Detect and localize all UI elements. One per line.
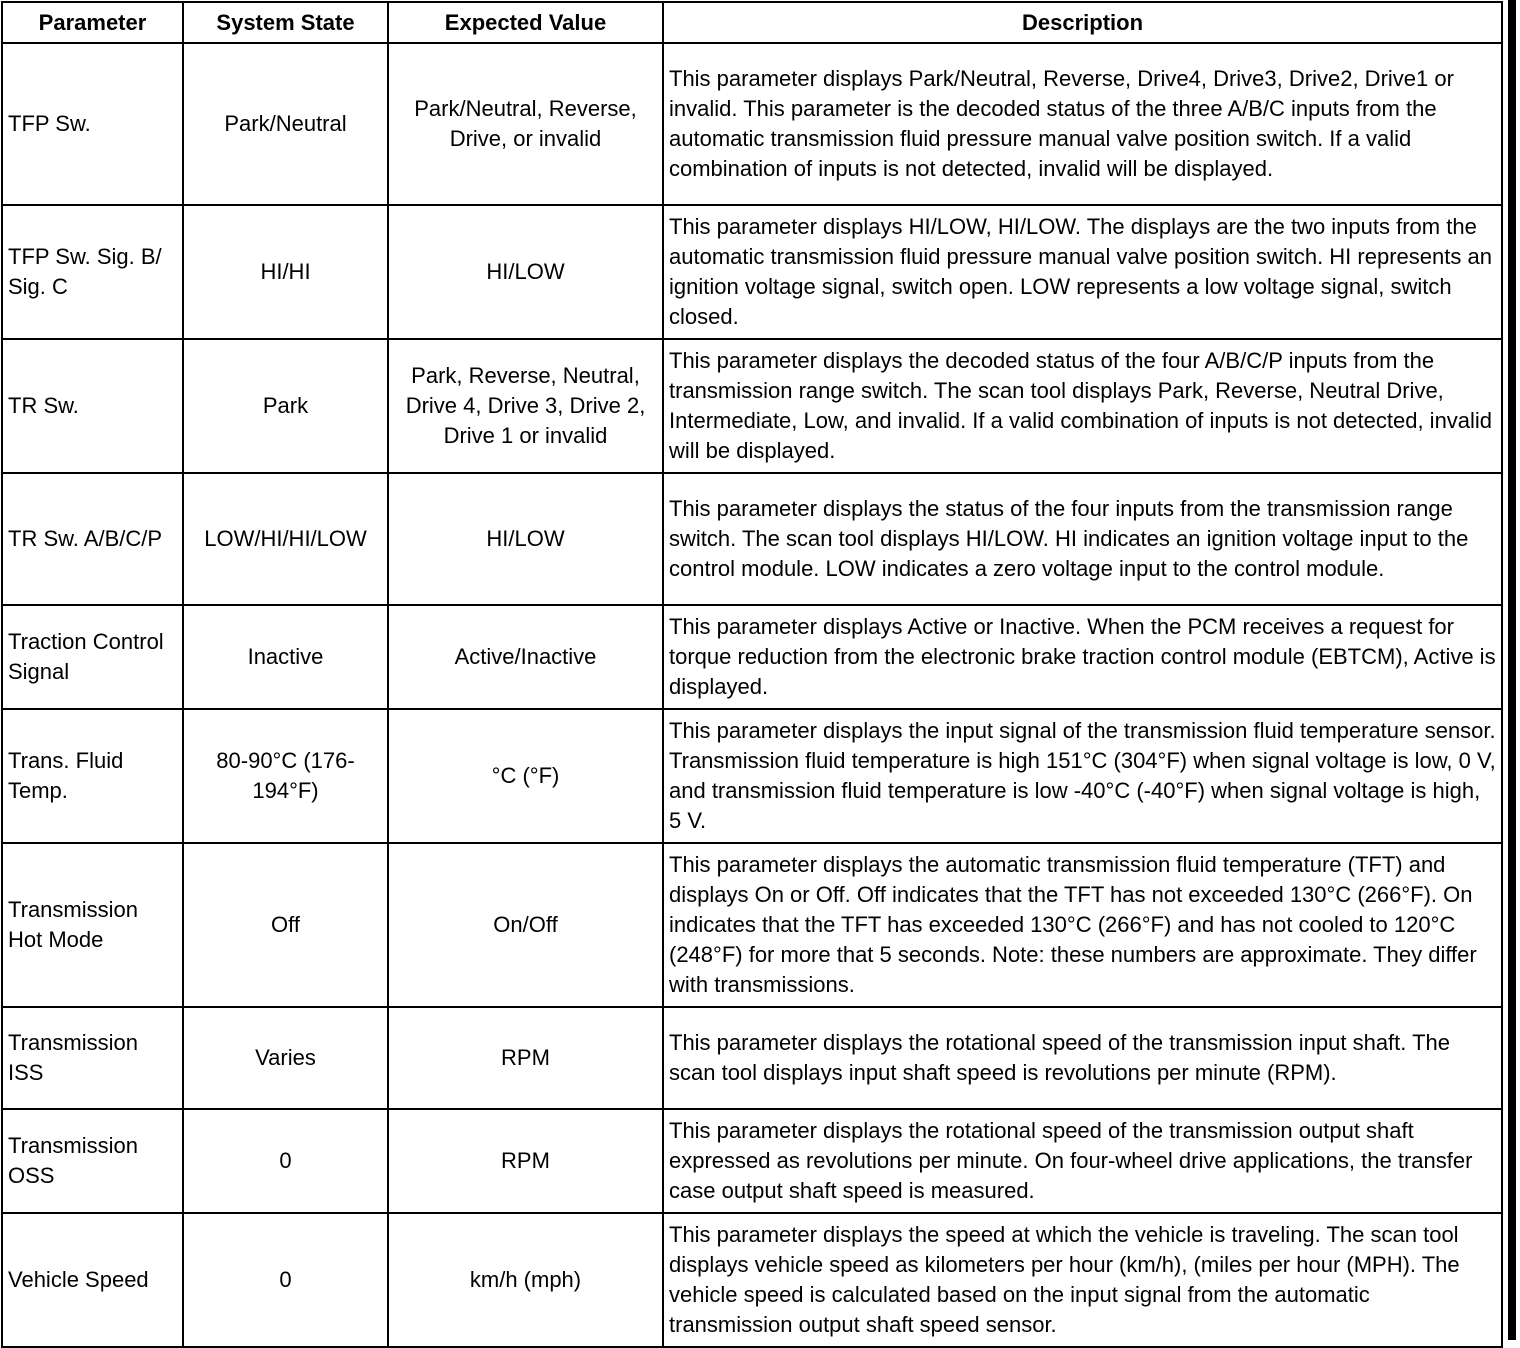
- description-cell: This parameter displays the rotational speed of the transmission output shaft expressed as revolutions per minute. On four-wheel drive applications, the transfer case output shaft speed is measured.: [663, 1109, 1502, 1213]
- parameter-cell: TFP Sw.: [2, 43, 183, 205]
- system-state-cell: 0: [183, 1109, 388, 1213]
- table-row: [2, 1213, 1502, 1347]
- table-row: [2, 205, 1502, 339]
- description-cell: This parameter displays the speed at which the vehicle is traveling. The scan tool displays vehicle speed as kilometers per hour (km/h), (miles per hour (MPH). The vehicle speed is calculated based on the input signal from the automatic transmission output shaft speed sensor.: [663, 1213, 1502, 1347]
- table-row: [2, 1109, 1502, 1213]
- system-state-cell: 0: [183, 1213, 388, 1347]
- description-cell: This parameter displays Park/Neutral, Reverse, Drive4, Drive3, Drive2, Drive1 or invalid. This parameter is the decoded status of the three A/B/C inputs from the automatic transmission fluid pressure manual valve position switch. If a valid combination of inputs is not detected, invalid will be displayed.: [663, 43, 1502, 205]
- system-state-cell: Varies: [183, 1007, 388, 1109]
- description-cell: This parameter displays Active or Inactive. When the PCM receives a request for torque reduction from the electronic brake traction control module (EBTCM), Active is displayed.: [663, 605, 1502, 709]
- table-row: [2, 605, 1502, 709]
- expected-value-cell: °C (°F): [388, 709, 663, 843]
- system-state-cell: 80-90°C (176-194°F): [183, 709, 388, 843]
- system-state-cell: Park/Neutral: [183, 43, 388, 205]
- right-edge-border: [1508, 0, 1516, 1340]
- column-header-description: Description: [663, 2, 1502, 43]
- parameter-cell: Transmission OSS: [2, 1109, 183, 1213]
- parameter-cell: TR Sw. A/B/C/P: [2, 473, 183, 605]
- system-state-cell: LOW/HI/HI/LOW: [183, 473, 388, 605]
- description-cell: This parameter displays the status of the four inputs from the transmission range switch. The scan tool displays HI/LOW. HI indicates an ignition voltage input to the control module. LOW indicates a zero voltage input to the control module.: [663, 473, 1502, 605]
- table-row: [2, 473, 1502, 605]
- parameter-cell: Trans. Fluid Temp.: [2, 709, 183, 843]
- description-cell: This parameter displays the input signal of the transmission fluid temperature sensor. Transmission fluid temperature is high 151°C (304°F) when signal voltage is low, 0 V, and transmission fluid temperature is low -40°C (-40°F) when signal voltage is high, 5 V.: [663, 709, 1502, 843]
- expected-value-cell: Park/Neutral, Reverse, Drive, or invalid: [388, 43, 663, 205]
- parameter-cell: Vehicle Speed: [2, 1213, 183, 1347]
- column-header-system-state: System State: [183, 2, 388, 43]
- expected-value-cell: HI/LOW: [388, 473, 663, 605]
- description-cell: This parameter displays the rotational speed of the transmission input shaft. The scan tool displays input shaft speed is revolutions per minute (RPM).: [663, 1007, 1502, 1109]
- expected-value-cell: On/Off: [388, 843, 663, 1007]
- system-state-cell: Inactive: [183, 605, 388, 709]
- column-header-parameter: Parameter: [2, 2, 183, 43]
- table-row: [2, 843, 1502, 1007]
- parameter-table: [1, 1, 1503, 1348]
- description-cell: This parameter displays the automatic transmission fluid temperature (TFT) and displays On or Off. Off indicates that the TFT has not exceeded 130°C (266°F). On indicates that the TFT has exceeded 130°C (266°F) and has not cooled to 120°C (248°F) for more that 5 seconds. Note: these numbers are approximate. They differ with transmissions.: [663, 843, 1502, 1007]
- header-row: [2, 2, 1502, 43]
- table-row: [2, 339, 1502, 473]
- description-cell: This parameter displays the decoded status of the four A/B/C/P inputs from the transmission range switch. The scan tool displays Park, Reverse, Neutral Drive, Intermediate, Low, and invalid. If a valid combination of inputs is not detected, invalid will be displayed.: [663, 339, 1502, 473]
- expected-value-cell: RPM: [388, 1109, 663, 1213]
- system-state-cell: HI/HI: [183, 205, 388, 339]
- parameter-cell: TR Sw.: [2, 339, 183, 473]
- table-row: [2, 709, 1502, 843]
- parameter-cell: TFP Sw. Sig. B/ Sig. C: [2, 205, 183, 339]
- description-cell: This parameter displays HI/LOW, HI/LOW. The displays are the two inputs from the automatic transmission fluid pressure manual valve position switch. HI represents an ignition voltage signal, switch open. LOW represents a low voltage signal, switch closed.: [663, 205, 1502, 339]
- expected-value-cell: Park, Reverse, Neutral, Drive 4, Drive 3, Drive 2, Drive 1 or invalid: [388, 339, 663, 473]
- system-state-cell: Park: [183, 339, 388, 473]
- expected-value-cell: HI/LOW: [388, 205, 663, 339]
- table-row: [2, 43, 1502, 205]
- system-state-cell: Off: [183, 843, 388, 1007]
- table-row: [2, 1007, 1502, 1109]
- column-header-expected-value: Expected Value: [388, 2, 663, 43]
- expected-value-cell: RPM: [388, 1007, 663, 1109]
- expected-value-cell: Active/Inactive: [388, 605, 663, 709]
- parameter-cell: Traction Control Signal: [2, 605, 183, 709]
- expected-value-cell: km/h (mph): [388, 1213, 663, 1347]
- parameter-cell: Transmission Hot Mode: [2, 843, 183, 1007]
- parameter-cell: Transmission ISS: [2, 1007, 183, 1109]
